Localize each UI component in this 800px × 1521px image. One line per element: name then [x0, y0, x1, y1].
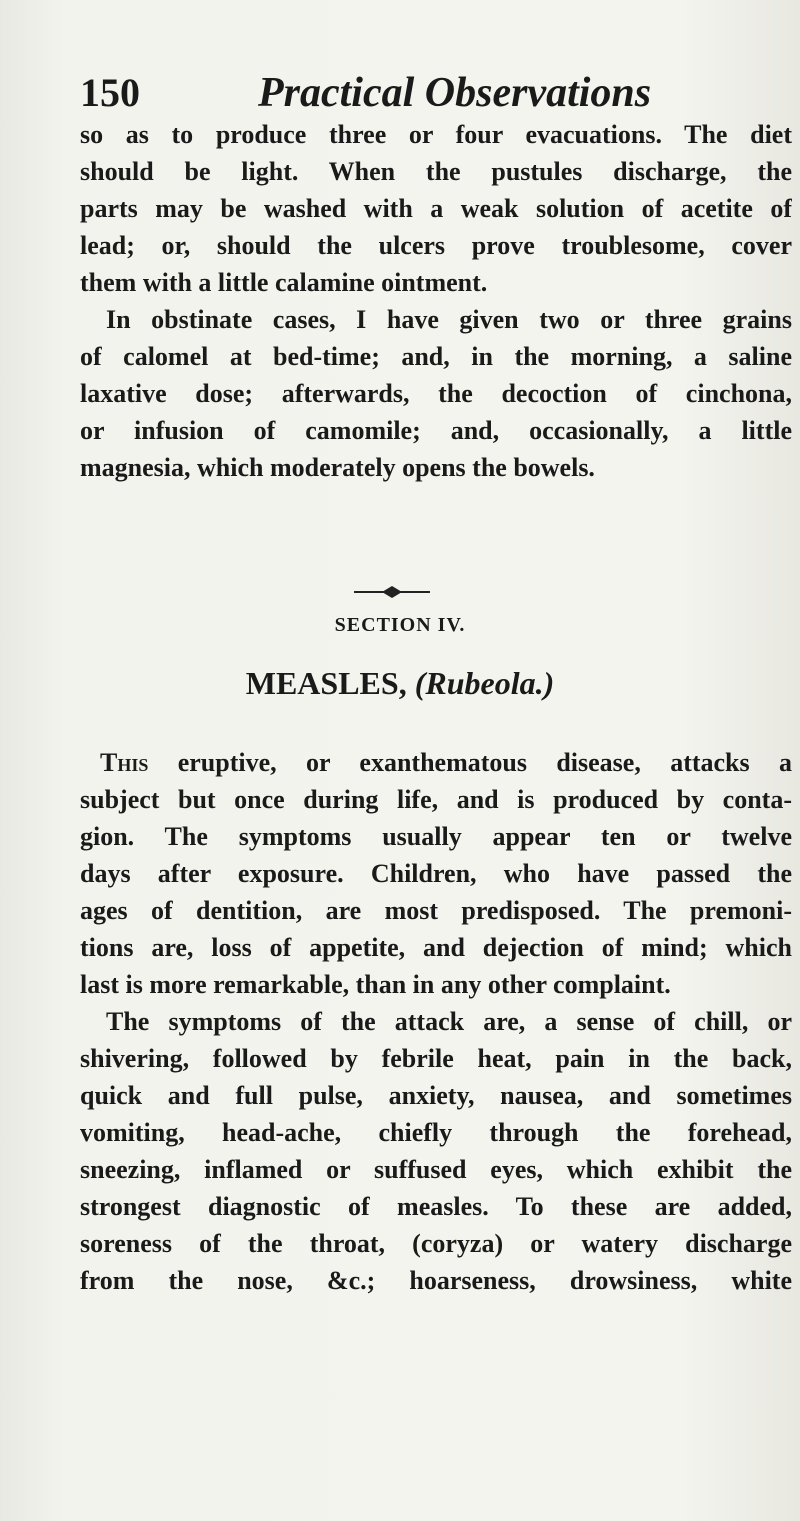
- section-title: [0, 663, 800, 703]
- continuation-paragraphs: [80, 116, 792, 486]
- ornamental-divider: [352, 585, 432, 599]
- measles-description: [80, 744, 792, 1299]
- section-title-latin: (Rubeola.): [414, 665, 555, 701]
- text-line: last is more remarkable, than in any other complaint.: [80, 970, 671, 999]
- text-line: should be light. When the pustules discharge, the: [80, 157, 792, 186]
- text-line: lead; or, should the ulcers prove troublesome, cover: [80, 231, 792, 260]
- text-line: from the nose, &c.; hoarseness, drowsiness, white: [80, 1266, 792, 1295]
- text-line: strongest diagnostic of measles. To these are added,: [80, 1192, 792, 1221]
- text-line: vomiting, head-ache, chiefly through the forehead,: [80, 1118, 792, 1147]
- text-line: In obstinate cases, I have given two or three grains: [106, 305, 792, 334]
- section-number: SECTION IV.: [334, 614, 466, 636]
- text-line: them with a little calamine ointment.: [80, 268, 488, 297]
- text-line: sneezing, inflamed or suffused eyes, which exhibit the: [80, 1155, 792, 1184]
- drop-word: This: [100, 748, 149, 777]
- text-line: tions are, loss of appetite, and dejection of mind; which: [80, 933, 792, 962]
- text-line: gion. The symptoms usually appear ten or twelve: [80, 822, 792, 851]
- text-line: so as to produce three or four evacuations. The diet: [80, 120, 792, 149]
- text-line: ages of dentition, are most predisposed. The premoni-: [80, 896, 792, 925]
- text-line: laxative dose; afterwards, the decoction of cinchona,: [80, 379, 792, 408]
- text-line: magnesia, which moderately opens the bowels.: [80, 453, 595, 482]
- text-line: quick and full pulse, anxiety, nausea, and sometimes: [80, 1081, 792, 1110]
- text-line: or infusion of camomile; and, occasionally, a little: [80, 416, 792, 445]
- text-line: subject but once during life, and is produced by conta-: [80, 785, 792, 814]
- text-line: parts may be washed with a weak solution of acetite of: [80, 194, 792, 223]
- text-line: days after exposure. Children, who have passed the: [80, 859, 792, 888]
- text-line: soreness of the throat, (coryza) or watery discharge: [80, 1229, 792, 1258]
- text-line: shivering, followed by febrile heat, pain in the back,: [80, 1044, 792, 1073]
- text-line: [80, 744, 792, 781]
- page-number: 150: [80, 70, 140, 115]
- running-title: Practical Observations: [258, 70, 652, 116]
- running-head: [80, 68, 760, 118]
- text-line: The symptoms of the attack are, a sense of chill, or: [106, 1007, 792, 1036]
- section-title-main: MEASLES,: [245, 665, 407, 701]
- text-line: of calomel at bed-time; and, in the morning, a saline: [80, 342, 792, 371]
- first-line-text: eruptive, or exanthematous disease, attacks a: [148, 748, 792, 777]
